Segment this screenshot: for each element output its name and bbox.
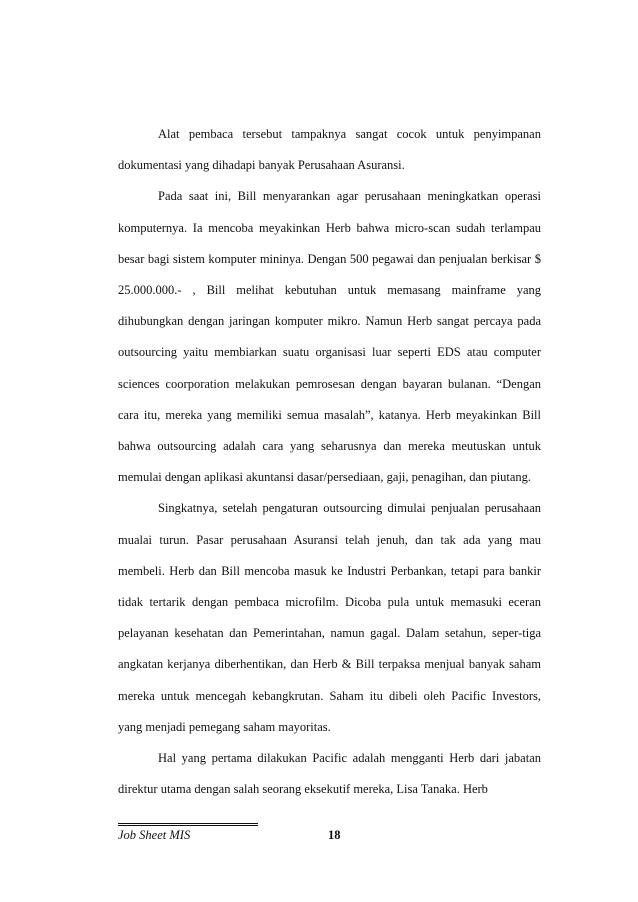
paragraph-3: Singkatnya, setelah pengaturan outsourcing dimulai penjualan perusahaan mualai turun. Pasar perusahaan Asuransi telah jenuh, dan tak ada yang mau membeli. Herb dan Bill mencoba masuk ke Industri Perbankan, tetapi para bankir tidak tertarik dengan pembaca microfilm. Dicoba pula untuk memasuki eceran pelayanan kesehatan dan Pemerintahan, namun gagal. Dalam setahun, seper-tiga angkatan kerjanya diberhentikan, dan Herb & Bill terpaksa menjual banyak saham mereka untuk mencegah kebangkrutan. Saham itu dibeli oleh Pacific Investors, yang menjadi pemegang saham mayoritas. (118, 501, 541, 734)
footer-divider (118, 823, 258, 826)
paragraph-4: Hal yang pertama dilakukan Pacific adalah mengganti Herb dari jabatan direktur utama dengan salah seorang eksekutif mereka, Lisa Tanaka. Herb (118, 751, 541, 797)
page-number: 18 (328, 828, 341, 842)
footer-title: Job Sheet MIS (118, 828, 191, 842)
paragraph-2: Pada saat ini, Bill menyarankan agar perusahaan meningkatkan operasi komputernya. Ia mencoba meyakinkan Herb bahwa micro-scan sudah terlampau besar bagi sistem komputer mininya. Dengan 500 pegawai dan penjualan berkisar $ 25.000.000.- , Bill melihat kebutuhan untuk memasang mainframe yang dihubungkan dengan jaringan komputer mikro. Namun Herb sangat percaya pada outsourcing yaitu membiarkan suatu organisasi luar seperti EDS atau computer sciences coorporation melakukan pemrosesan dengan bayaran bulanan. “Dengan cara itu, mereka yang memiliki semua masalah”, katanya. Herb meyakinkan Bill bahwa outsourcing adalah cara yang seharusnya dan mereka meutuskan untuk memulai dengan aplikasi akuntansi dasar/persediaan, gaji, penagihan, dan piutang. (118, 189, 541, 485)
paragraph-1: Alat pembaca tersebut tampaknya sangat cocok untuk penyimpanan dokumentasi yang dihadapi banyak Perusahaan Asuransi. (118, 127, 541, 173)
body-text (118, 119, 541, 805)
